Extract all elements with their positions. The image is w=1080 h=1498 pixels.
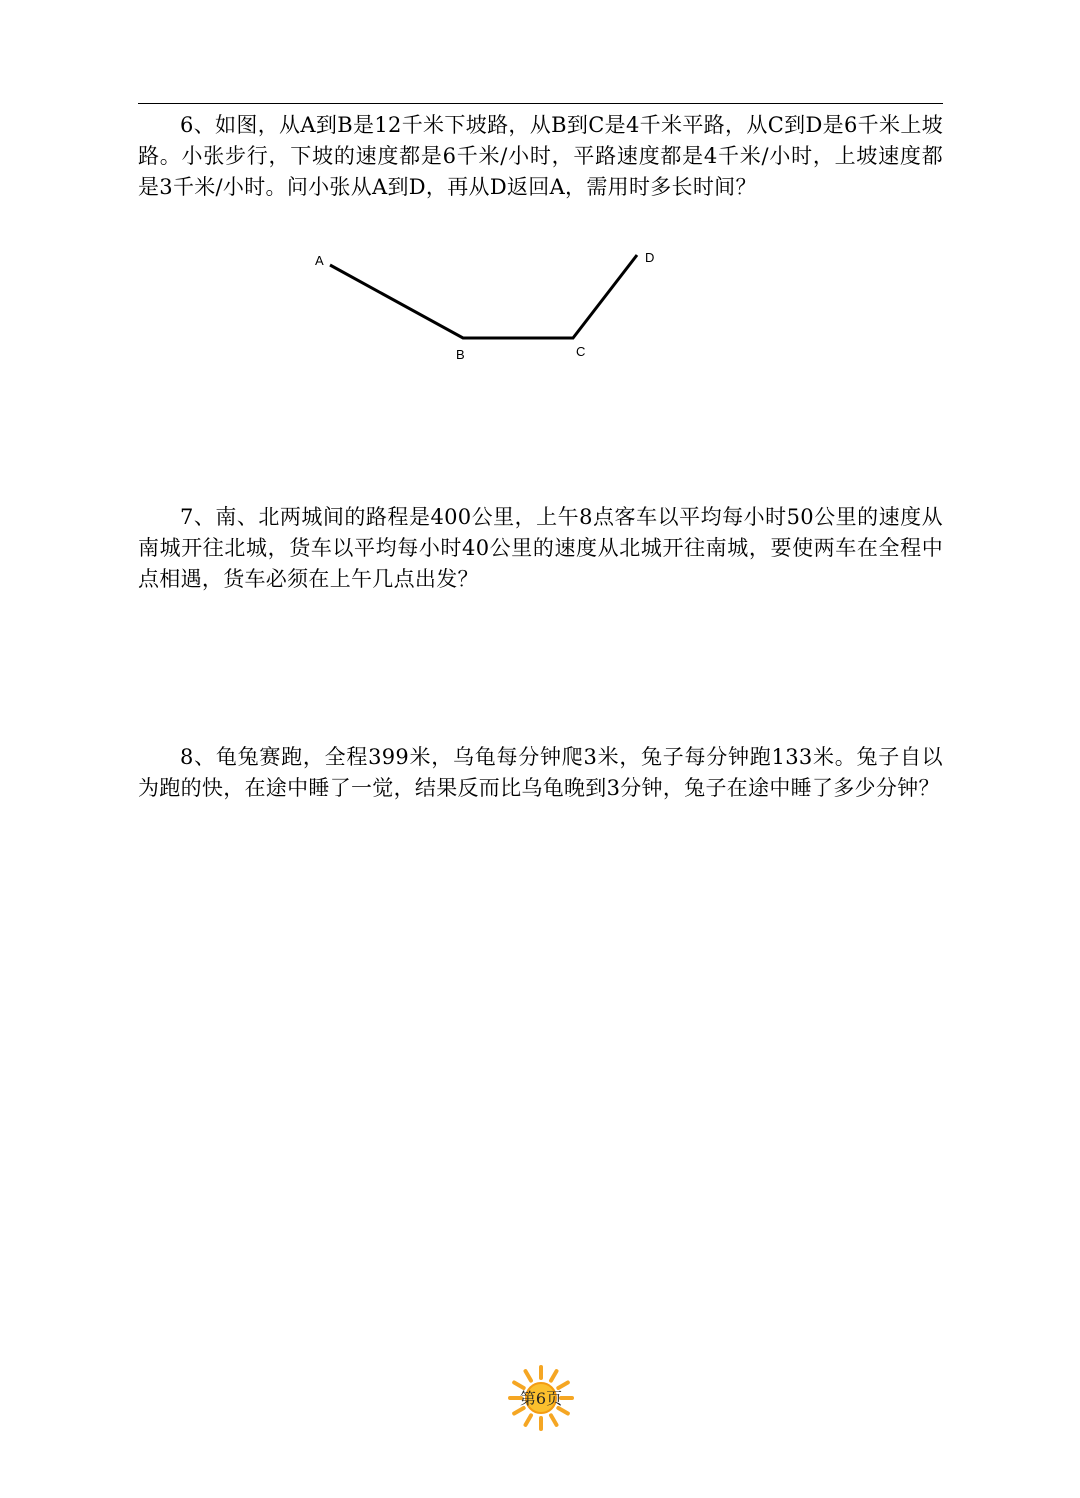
page-footer — [505, 1362, 577, 1434]
point-label-c: C — [576, 344, 586, 359]
sun-ray — [551, 1371, 557, 1381]
route-path — [330, 255, 637, 338]
page-number: 第6页 — [519, 1389, 563, 1408]
sun-ray — [551, 1415, 557, 1425]
problem-6-text: 6、如图，从A到B是12千米下坡路，从B到C是4千米平路，从C到D是6千米上坡路。小张步行，下坡的速度都是6千米/小时，平路速度都是4千米/小时，上坡速度都是3千米/小时。问小张从A到D，再从D返回A，需用时多长时间？ — [138, 113, 943, 199]
point-label-b: B — [456, 347, 465, 362]
problem-8-text: 8、龟兔赛跑，全程399米，乌龟每分钟爬3米，兔子每分钟跑133米。兔子自以为跑的快，在途中睡了一觉，结果反而比乌龟晚到3分钟，兔子在途中睡了多少分钟？ — [138, 745, 943, 800]
route-diagram — [300, 240, 680, 370]
problem-7-text: 7、南、北两城间的路程是400公里，上午8点客车以平均每小时50公里的速度从南城开往北城，货车以平均每小时40公里的速度从北城开往南城，要使两车在全程中点相遇，货车必须在上午几点出发？ — [138, 505, 943, 591]
header-rule — [138, 103, 943, 104]
sun-ray — [526, 1371, 532, 1381]
point-label-d: D — [645, 250, 655, 265]
sun-ray — [526, 1415, 532, 1425]
point-label-a: A — [315, 253, 324, 268]
